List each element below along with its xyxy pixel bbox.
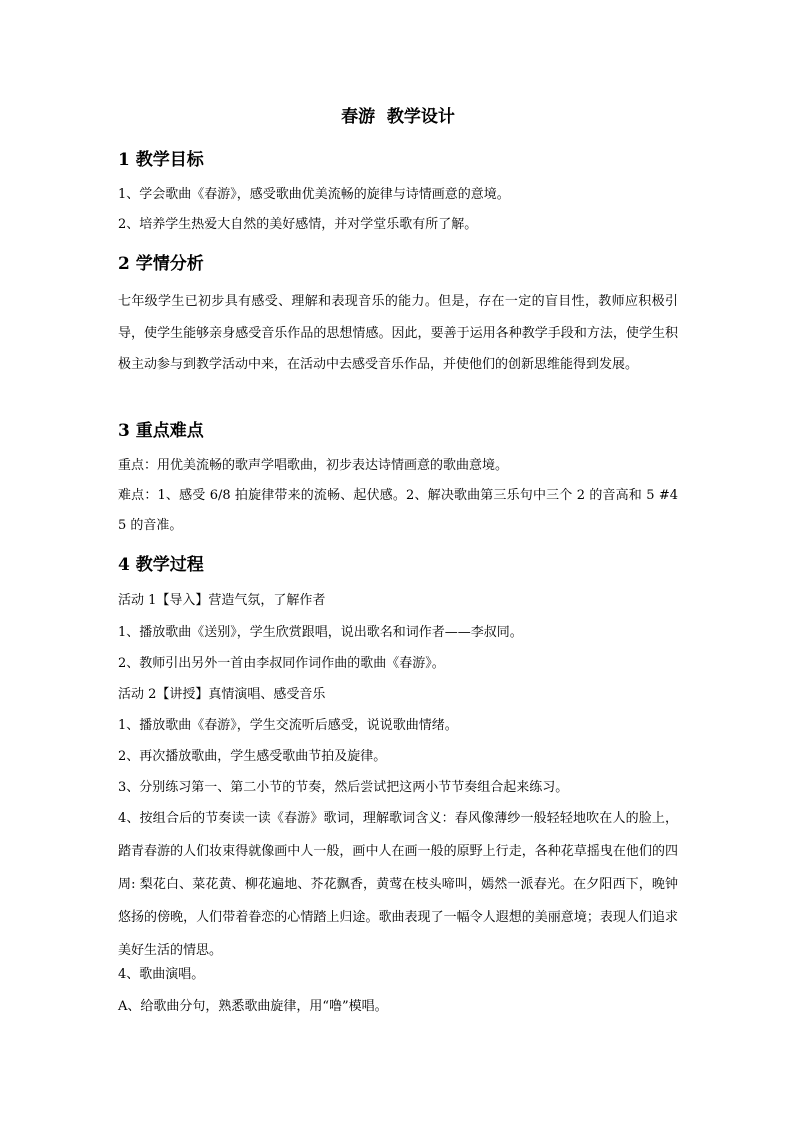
difficulty-paragraph: 难点：1、感受 6/8 拍旋律带来的流畅、起伏感。2、解决歌曲第三乐句中三个 2 的音高和 5 #4 5 的音准。 bbox=[118, 488, 678, 533]
objective-line-2: 2、培养学生热爱大自然的美好感情，并对学堂乐歌有所了解。 bbox=[118, 217, 478, 232]
analysis-paragraph: 七年级学生已初步具有感受、理解和表现音乐的能力。但是，存在一定的盲目性，教师应积极引导，使学生能够亲身感受音乐作品的思想情感。因此，要善于运用各种教学手段和方法，使学生积极主动参与到教学活动中来，在活动中去感受音乐作品，并使他们的创新思维能得到发展。 bbox=[118, 294, 678, 372]
page-title: 春游 教学设计 bbox=[341, 107, 455, 127]
process-line-3: 2、教师引出另外一首由李叔同作词作曲的歌曲《春游》。 bbox=[118, 656, 445, 671]
lyrics-paragraph: 4、按组合后的节奏读一读《春游》歌词，理解歌词含义：春风像薄纱一般轻轻地吹在人的脸上，踏青春游的人们妆束得就像画中人一般，画中人在画一般的原野上行走，各种花草摇曳在他们的四周: 梨花白、菜花黄、柳花遍地、芥花飘香，黄莺在枝头啼叫，嫣然一派春光。在夕阳西下，晚钟悠扬的傍晚，人们带着眷恋的心情踏上归途。歌曲表现了一幅令人遐想的美丽意境；表现人们追求美好生活的情思。 bbox=[118, 811, 678, 958]
process-line-1: 活动 1【导入】营造气氛，了解作者 bbox=[118, 593, 326, 608]
process-line-9: A、给歌曲分句，熟悉歌曲旋律，用“噜”模唱。 bbox=[118, 999, 388, 1014]
section-heading-objectives: 1 教学目标 bbox=[118, 150, 204, 170]
process-line-8: 4、歌曲演唱。 bbox=[118, 967, 205, 982]
process-line-7: 3、分别练习第一、第二小节的节奏，然后尝试把这两小节节奏组合起来练习。 bbox=[118, 780, 569, 795]
section-heading-keypoints: 3 重点难点 bbox=[118, 421, 204, 441]
keypoint-line: 重点：用优美流畅的歌声学唱歌曲，初步表达诗情画意的歌曲意境。 bbox=[118, 458, 509, 473]
objective-line-1: 1、学会歌曲《春游》，感受歌曲优美流畅的旋律与诗情画意的意境。 bbox=[118, 187, 510, 202]
process-line-2: 1、播放歌曲《送别》，学生欣赏跟唱，说出歌名和词作者——李叔同。 bbox=[118, 625, 523, 640]
process-line-4: 活动 2【讲授】真情演唱、感受音乐 bbox=[118, 687, 326, 702]
process-line-5: 1、播放歌曲《春游》，学生交流听后感受，说说歌曲情绪。 bbox=[118, 718, 458, 733]
process-line-6: 2、再次播放歌曲，学生感受歌曲节拍及旋律。 bbox=[118, 749, 387, 764]
section-heading-analysis: 2 学情分析 bbox=[118, 254, 204, 274]
section-heading-process: 4 教学过程 bbox=[118, 555, 204, 575]
